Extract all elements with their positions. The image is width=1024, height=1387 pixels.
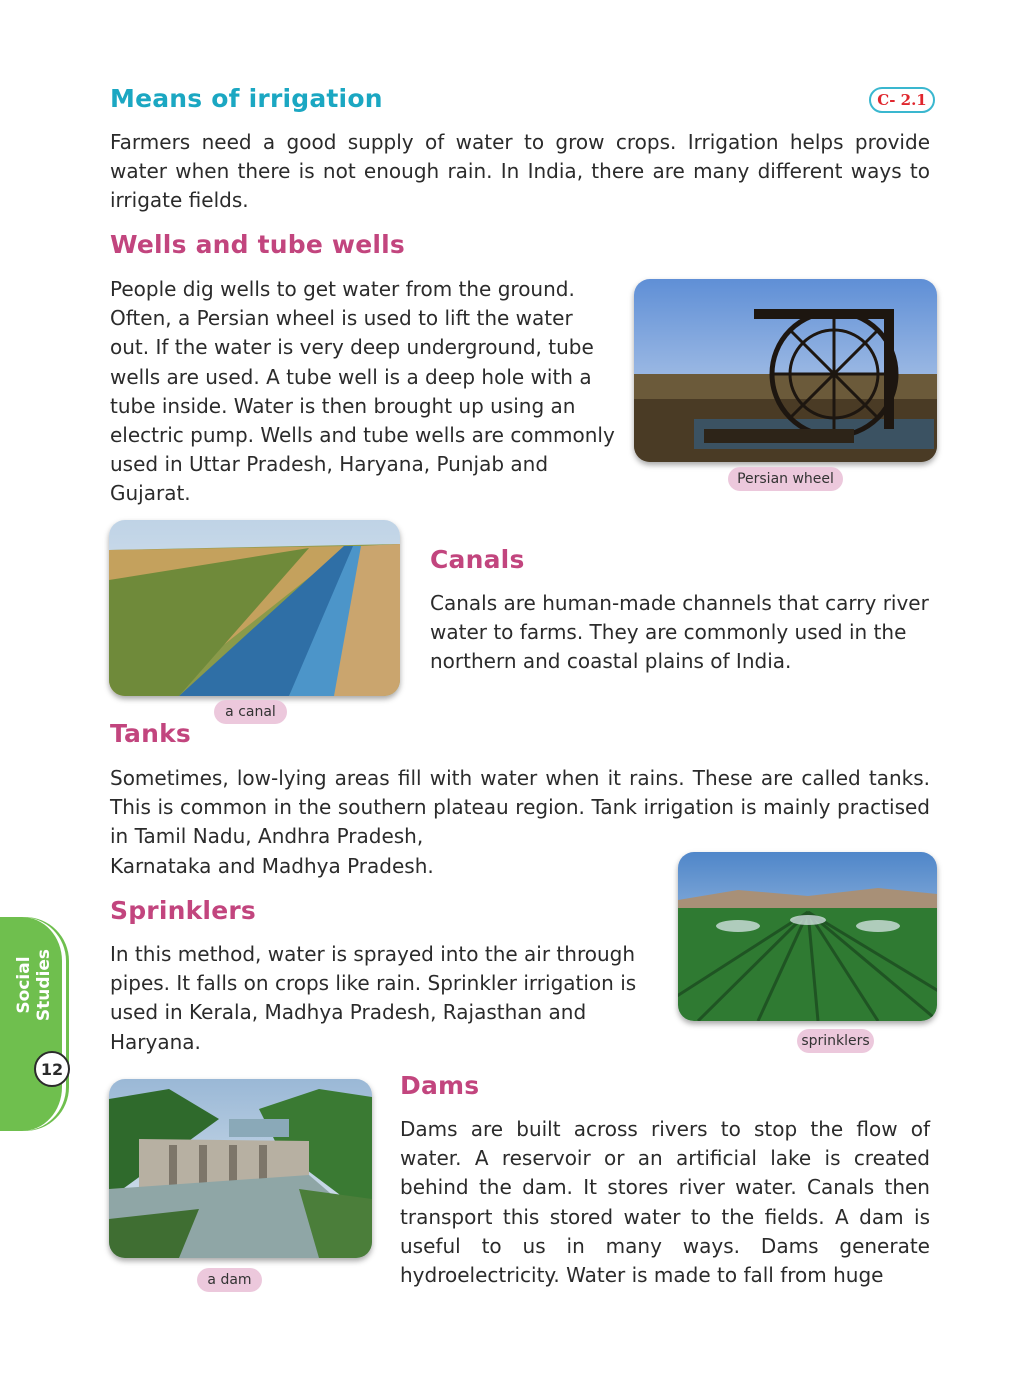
section-heading-sprinklers: Sprinklers bbox=[110, 896, 256, 925]
page-number: 12 bbox=[34, 1051, 70, 1087]
canal-photo bbox=[109, 520, 400, 696]
dams-paragraph: Dams are built across rivers to stop the flow of water. A reservoir or an artificial lake is created behind the dam. It stores river water. Canals then transport this stored water to the fields. A dam is useful to us in many ways. Dams generate hydroelectricity. Water is made to fall from huge bbox=[400, 1117, 930, 1288]
section-heading-dams: Dams bbox=[400, 1071, 480, 1100]
sprinklers-paragraph: In this method, water is sprayed into the air through pipes. It falls on crops like rain. Sprinkler irrigation is used in Kerala, Madhya Pradesh, Rajasthan and Haryana. bbox=[110, 942, 637, 1054]
persian-wheel-caption: Persian wheel bbox=[728, 467, 843, 491]
wells-paragraph: People dig wells to get water from the ground. Often, a Persian wheel is used to lift the water out. If the water is very deep underground, tube wells are used. A tube well is a deep hole with a tube inside. Water is then brought up using an electric pump. Wells and tube wells are commonly used in Uttar Pradesh, Haryana, Punjab and Gujarat. bbox=[110, 277, 615, 506]
section-heading-canals: Canals bbox=[430, 545, 525, 574]
section-heading-tanks: Tanks bbox=[110, 719, 192, 748]
canals-paragraph: Canals are human-made channels that carry river water to farms. They are commonly used in the northern and coastal plains of India. bbox=[430, 591, 929, 674]
tanks-paragraph: Sometimes, low-lying areas fill with water when it rains. These are called tanks. This is common in the southern plateau region. Tank irrigation is mainly practised in Tamil Nadu, Andhra Pradesh, bbox=[110, 766, 930, 849]
sprinklers-caption: sprinklers bbox=[797, 1029, 874, 1053]
persian-wheel-photo bbox=[634, 279, 937, 462]
subject-label bbox=[14, 940, 54, 1030]
subject-label-line1: Social bbox=[14, 956, 34, 1014]
dam-photo bbox=[109, 1079, 372, 1258]
chapter-badge: C- 2.1 bbox=[869, 87, 935, 113]
tanks-paragraph-end: Karnataka and Madhya Pradesh. bbox=[110, 854, 434, 878]
canal-caption: a canal bbox=[214, 700, 287, 724]
sprinklers-photo bbox=[678, 852, 937, 1021]
section-heading-irrigation: Means of irrigation bbox=[110, 84, 383, 113]
irrigation-paragraph: Farmers need a good supply of water to grow crops. Irrigation helps provide water when there is not enough rain. In India, there are many different ways to irrigate fields. bbox=[110, 130, 930, 213]
dam-caption: a dam bbox=[197, 1268, 262, 1292]
section-heading-wells: Wells and tube wells bbox=[110, 230, 406, 259]
subject-label-line2: Studies bbox=[34, 948, 54, 1022]
